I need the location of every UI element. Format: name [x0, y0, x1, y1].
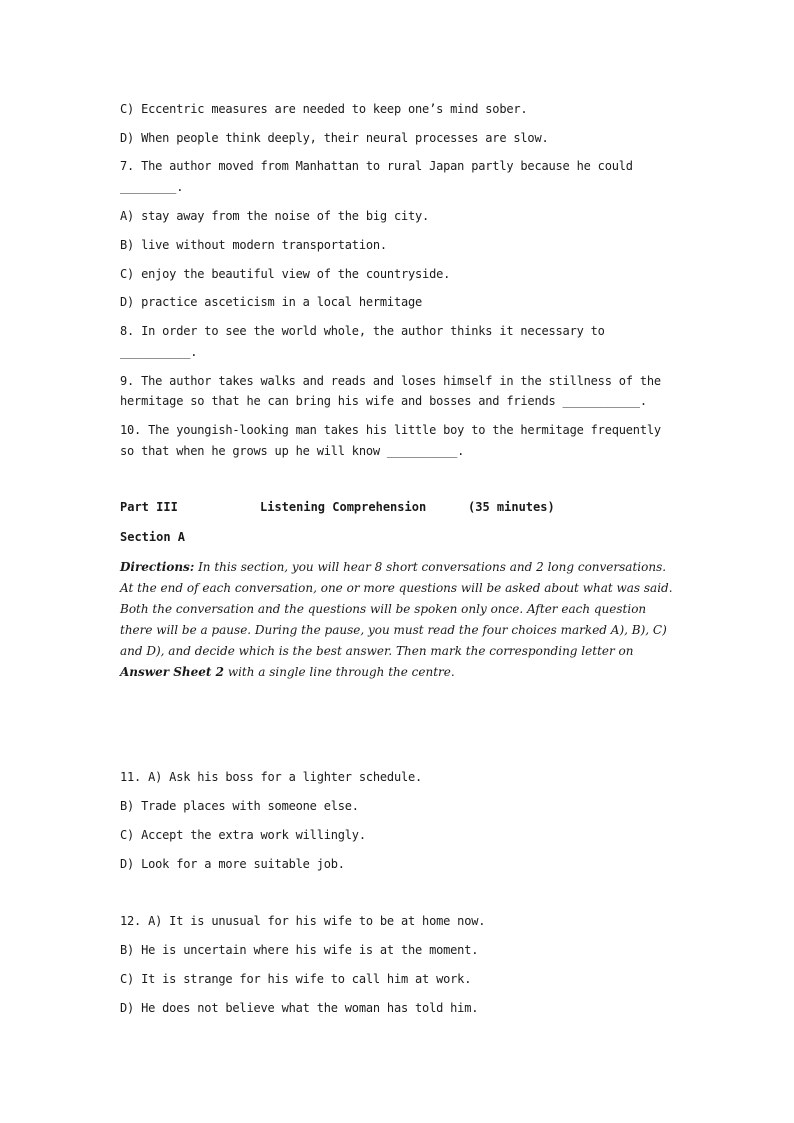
q11-option-d: D) Look for a more suitable job. [120, 857, 345, 871]
q7-stem: 7. The author moved from Manhattan to rural Japan partly because he could [120, 159, 633, 173]
q10-line2: so that when he grows up he will know __________. [120, 444, 465, 458]
q11-option-c: C) Accept the extra work willingly. [120, 828, 366, 842]
q10-line1: 10. The youngish-looking man takes his little boy to the hermitage frequently [120, 423, 661, 437]
q8-stem: 8. In order to see the world whole, the author thinks it necessary to [120, 324, 605, 338]
q12-option-c: C) It is strange for his wife to call him at work. [120, 972, 472, 986]
q12-option-a: 12. A) It is unusual for his wife to be at home now. [120, 914, 486, 928]
q12-option-d: D) He does not believe what the woman has told him. [120, 1001, 479, 1015]
answer-sheet-ref: Answer Sheet 2 [120, 665, 224, 679]
q11-option-b: B) Trade places with someone else. [120, 799, 359, 813]
q9-line1: 9. The author takes walks and reads and loses himself in the stillness of the [120, 374, 661, 388]
part-time: (35 minutes) [468, 500, 555, 514]
q8-blank: __________. [120, 345, 198, 359]
directions-paragraph [120, 557, 680, 683]
section-heading: Section A [120, 530, 186, 544]
q7-option-a: A) stay away from the noise of the big city. [120, 209, 430, 223]
part-title: Listening Comprehension [260, 500, 427, 514]
directions-text-end: with a single line through the centre. [224, 665, 455, 679]
q7-option-b: B) live without modern transportation. [120, 238, 387, 252]
part-label: Part III [120, 500, 178, 514]
q6-option-d: D) When people think deeply, their neural processes are slow. [120, 131, 549, 145]
q6-option-c: C) Eccentric measures are needed to keep one’s mind sober. [120, 102, 528, 116]
q7-option-d: D) practice asceticism in a local hermitage [120, 295, 423, 309]
q9-line2: hermitage so that he can bring his wife and bosses and friends ___________. [120, 394, 647, 408]
directions-label: Directions: [120, 560, 195, 574]
directions-text: In this section, you will hear 8 short conversations and 2 long conversations. At the end of each conversation, one or more questions will be asked about what was said. Both the conversation and the questions will be spoken only once. After each question there will be a pause. During the pause, you must read the four choices marked A), B), C) and D), and decide which is the best answer. Then mark the corresponding letter on [120, 560, 673, 658]
q7-blank: ________. [120, 180, 184, 194]
q7-option-c: C) enjoy the beautiful view of the countryside. [120, 267, 451, 281]
q12-option-b: B) He is uncertain where his wife is at the moment. [120, 943, 479, 957]
q11-option-a: 11. A) Ask his boss for a lighter schedule. [120, 770, 423, 784]
